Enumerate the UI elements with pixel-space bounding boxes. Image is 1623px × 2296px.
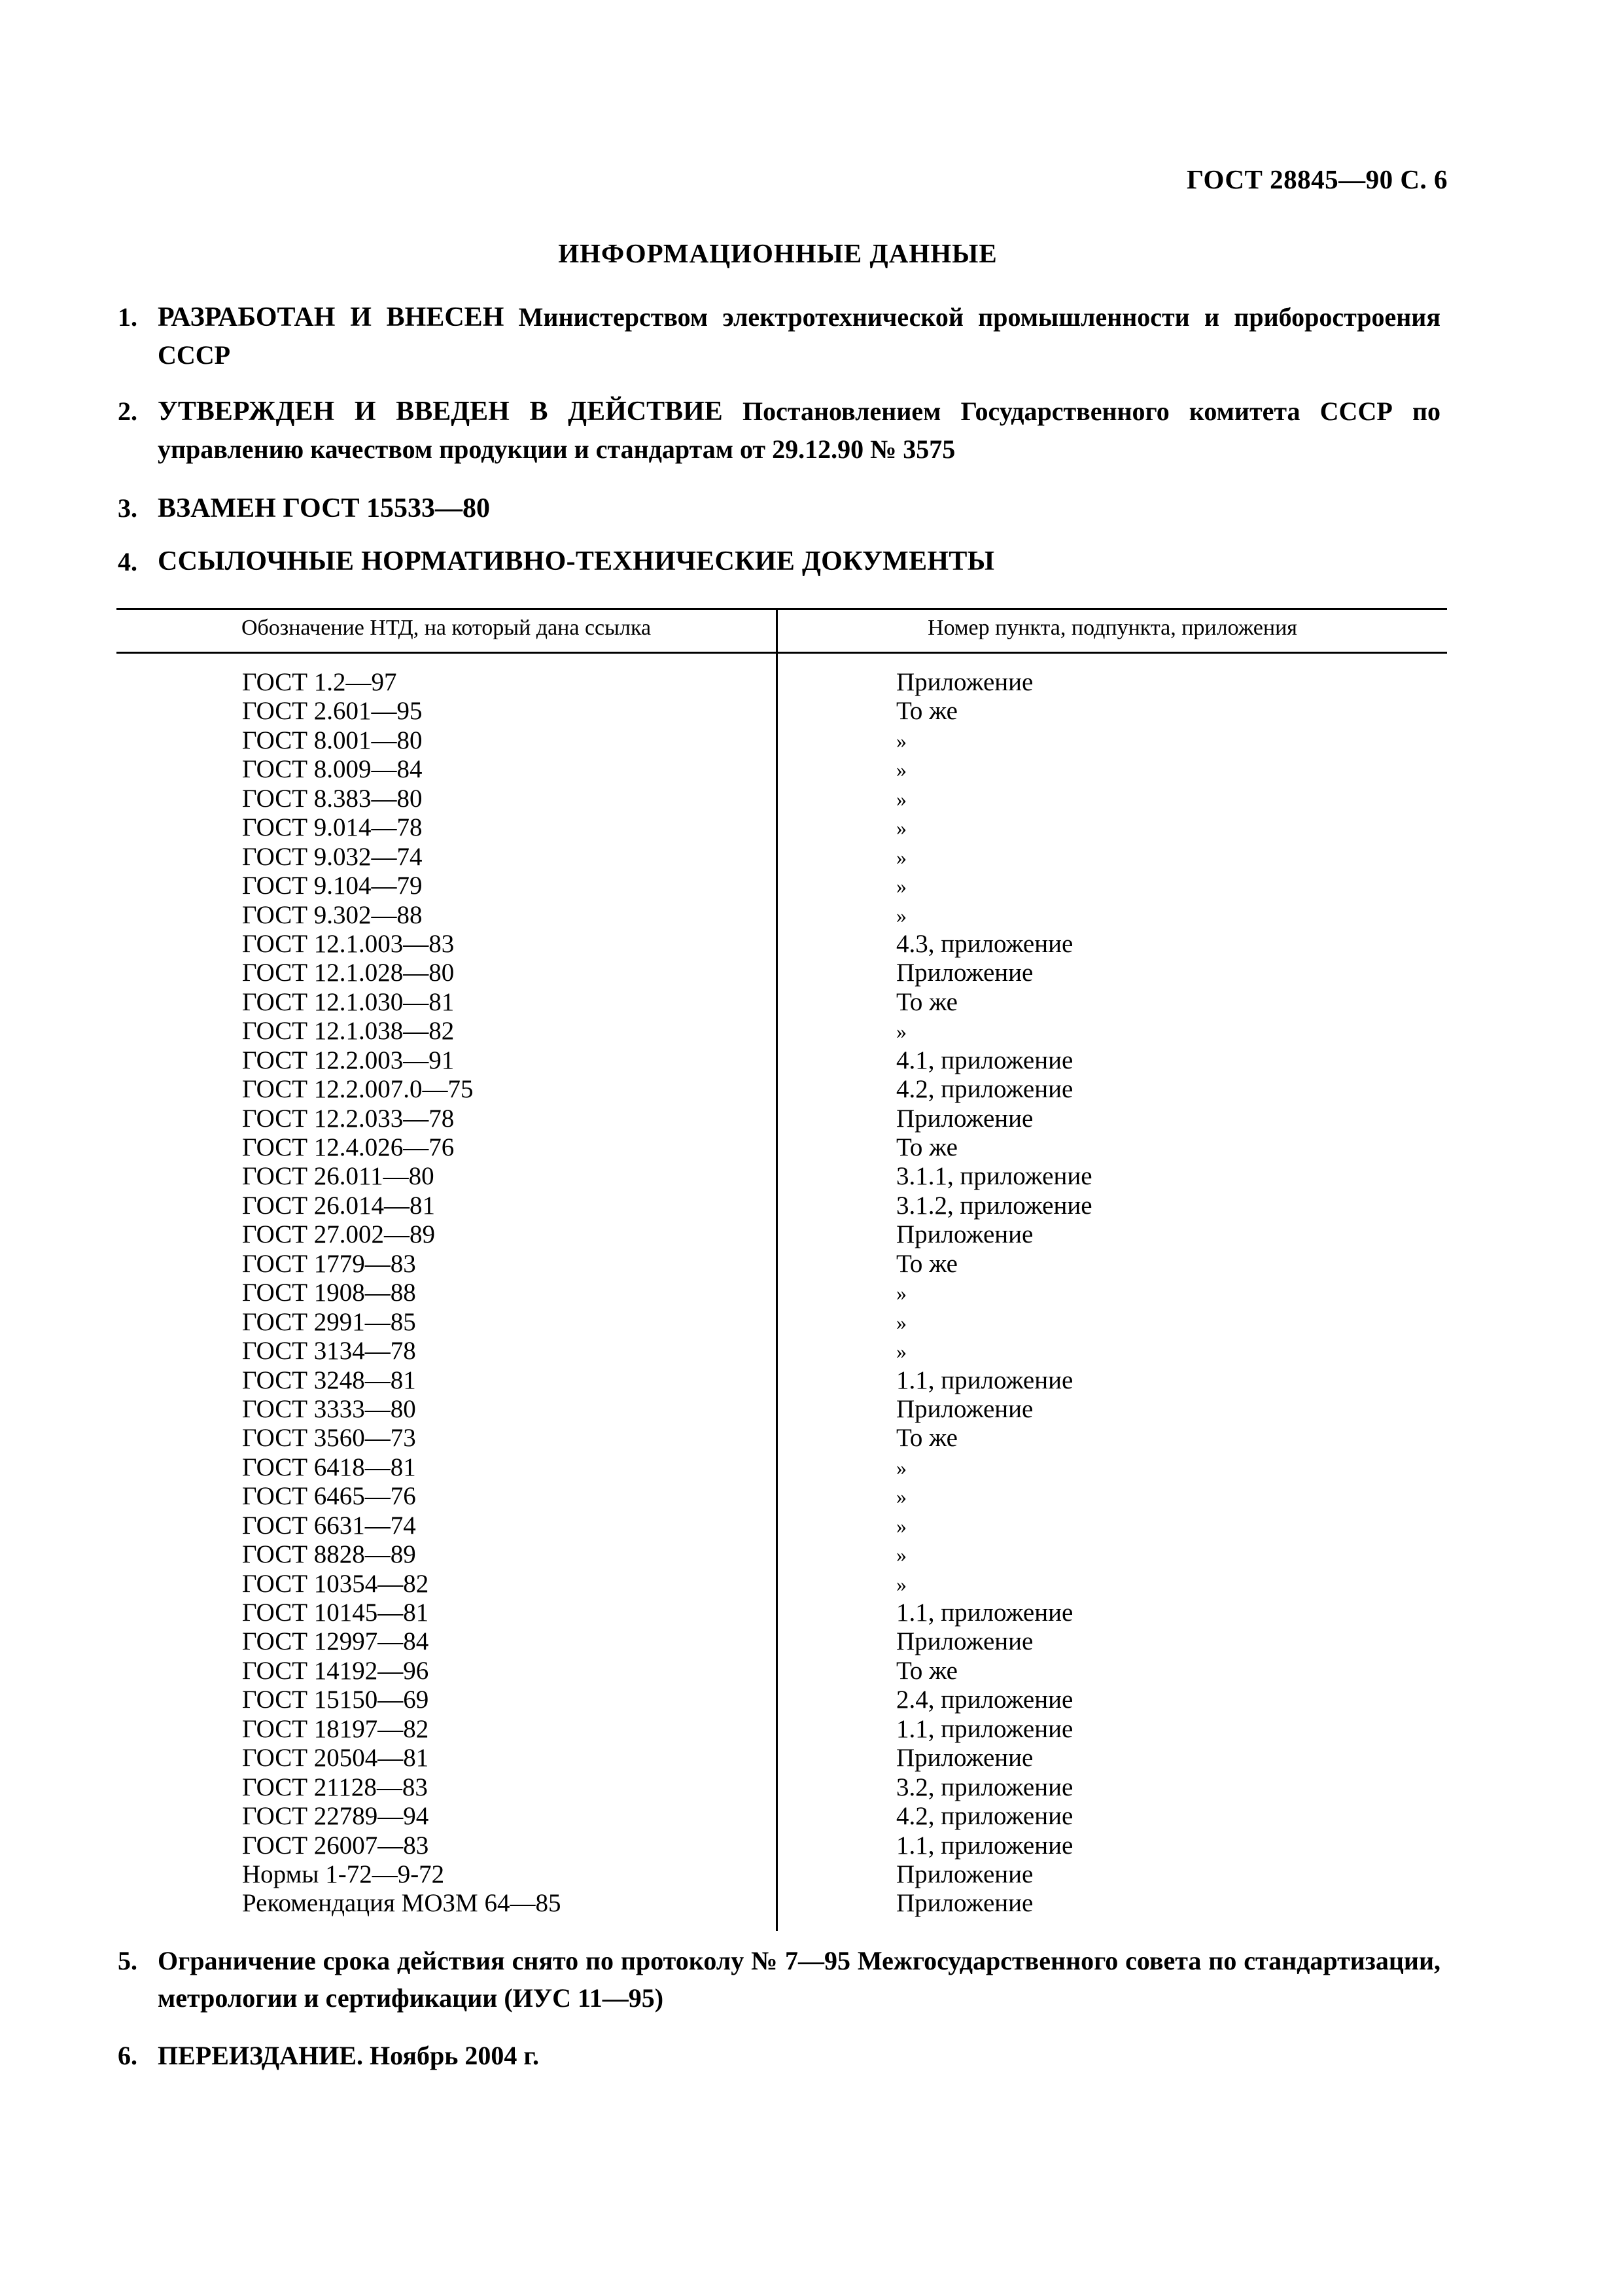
table-header-clause: Номер пункта, подпункта, приложения	[928, 616, 1297, 640]
clause-reference: То же	[896, 1424, 958, 1453]
table-row	[116, 959, 1447, 987]
table-row	[116, 1802, 1447, 1831]
table-row	[116, 1395, 1447, 1424]
item-number: 5.	[118, 1946, 137, 1975]
ntd-designation: ГОСТ 3333—80	[242, 1394, 416, 1423]
ntd-designation: ГОСТ 9.014—78	[242, 813, 423, 842]
ntd-designation: ГОСТ 12.2.033—78	[242, 1104, 455, 1133]
table-row	[116, 1017, 1447, 1046]
clause-reference: 1.1, приложение	[896, 1598, 1073, 1627]
ntd-designation: ГОСТ 12.1.030—81	[242, 987, 455, 1016]
info-item-6	[118, 2037, 1440, 2074]
ntd-designation: ГОСТ 20504—81	[242, 1744, 429, 1773]
item-lead: ССЫЛОЧНЫЕ НОРМАТИВНО-ТЕХНИЧЕСКИЕ ДОКУМЕНТЫ	[158, 546, 995, 576]
ntd-designation: ГОСТ 14192—96	[242, 1656, 429, 1685]
clause-reference: »	[896, 903, 907, 927]
ntd-designation: ГОСТ 22789—94	[242, 1802, 429, 1831]
ntd-designation: ГОСТ 6631—74	[242, 1511, 416, 1540]
table-row	[116, 785, 1447, 813]
ntd-designation: Нормы 1-72—9-72	[242, 1860, 445, 1888]
reference-documents-table	[116, 608, 1447, 1931]
info-item-4	[118, 543, 1440, 580]
ntd-designation: Рекомендация МОЗМ 64—85	[242, 1889, 561, 1918]
clause-reference: То же	[896, 987, 958, 1016]
item-text: ПЕРЕИЗДАНИЕ. Ноябрь 2004 г.	[158, 2041, 540, 2070]
table-row	[116, 1075, 1447, 1104]
table-row	[116, 1366, 1447, 1395]
table-row	[116, 1192, 1447, 1220]
ntd-designation: ГОСТ 12.2.007.0—75	[242, 1075, 474, 1104]
ntd-designation: ГОСТ 12997—84	[242, 1627, 429, 1656]
table-row	[116, 1424, 1447, 1453]
table-row	[116, 1511, 1447, 1540]
ntd-designation: ГОСТ 9.104—79	[242, 872, 423, 900]
ntd-designation: ГОСТ 2.601—95	[242, 697, 423, 726]
clause-reference: То же	[896, 1656, 958, 1685]
table-row	[116, 872, 1447, 900]
clause-reference: 1.1, приложение	[896, 1831, 1073, 1860]
ntd-designation: ГОСТ 6418—81	[242, 1453, 416, 1481]
clause-reference: »	[896, 758, 907, 782]
table-row	[116, 1744, 1447, 1773]
ntd-designation: ГОСТ 12.1.003—83	[242, 929, 455, 958]
clause-reference: 4.2, приложение	[896, 1075, 1073, 1104]
clause-reference: »	[896, 728, 907, 752]
clause-reference: 4.3, приложение	[896, 929, 1073, 958]
info-item-1	[118, 298, 1440, 374]
ntd-designation: ГОСТ 10145—81	[242, 1598, 429, 1627]
table-row	[116, 1686, 1447, 1714]
clause-reference: »	[896, 1019, 907, 1044]
table-row	[116, 1220, 1447, 1249]
item-number: 3.	[118, 493, 137, 523]
item-number: 2.	[118, 397, 137, 426]
item-lead: УТВЕРЖДЕН И ВВЕДЕН В ДЕЙСТВИЕ	[158, 397, 723, 427]
table-row	[116, 697, 1447, 726]
clause-reference: »	[896, 1572, 907, 1596]
table-header-designation: Обозначение НТД, на который дана ссылка	[241, 616, 652, 640]
table-row	[116, 1133, 1447, 1162]
ntd-designation: ГОСТ 15150—69	[242, 1686, 429, 1714]
ntd-designation: ГОСТ 27.002—89	[242, 1220, 436, 1249]
table-row	[116, 1860, 1447, 1889]
clause-reference: 1.1, приложение	[896, 1366, 1073, 1394]
table-row	[116, 1715, 1447, 1744]
table-row	[116, 901, 1447, 930]
clause-reference: 3.1.2, приложение	[896, 1191, 1092, 1220]
clause-reference: Приложение	[896, 1860, 1034, 1888]
ntd-designation: ГОСТ 26007—83	[242, 1831, 429, 1860]
clause-reference: »	[896, 816, 907, 840]
table-row	[116, 1308, 1447, 1337]
item-text: Ограничение срока действия снято по протоколу № 7—95 Межгосударственного совета по стандартизации, метрологии и сертификации (ИУС 11—95)	[158, 1946, 1440, 2013]
clause-reference: Приложение	[896, 668, 1034, 696]
table-row	[116, 755, 1447, 784]
table-row	[116, 930, 1447, 959]
clause-reference: Приложение	[896, 1394, 1034, 1423]
ntd-designation: ГОСТ 26.014—81	[242, 1191, 436, 1220]
ntd-designation: ГОСТ 8.009—84	[242, 755, 423, 784]
table-row	[116, 1657, 1447, 1686]
ntd-designation: ГОСТ 18197—82	[242, 1714, 429, 1743]
clause-reference: Приложение	[896, 1889, 1034, 1918]
ntd-designation: ГОСТ 12.1.038—82	[242, 1017, 455, 1046]
clause-reference: 1.1, приложение	[896, 1714, 1073, 1743]
table-row	[116, 1831, 1447, 1860]
ntd-designation: ГОСТ 3248—81	[242, 1366, 416, 1394]
ntd-designation: ГОСТ 1.2—97	[242, 668, 397, 696]
ntd-designation: ГОСТ 6465—76	[242, 1482, 416, 1511]
clause-reference: »	[896, 1310, 907, 1334]
clause-reference: »	[896, 1485, 907, 1509]
item-number: 4.	[118, 547, 137, 576]
item-text: Постановлением Государственного комитета СССР по управлению качеством продукции и стандартам от 29.12.90 № 3575	[158, 397, 1440, 464]
clause-reference: »	[896, 1281, 907, 1305]
clause-reference: Приложение	[896, 1104, 1034, 1133]
clause-reference: »	[896, 1513, 907, 1538]
table-row	[116, 843, 1447, 872]
clause-reference: »	[896, 874, 907, 898]
ntd-designation: ГОСТ 21128—83	[242, 1773, 428, 1801]
table-row	[116, 1570, 1447, 1598]
clause-reference: 2.4, приложение	[896, 1686, 1073, 1714]
clause-reference: Приложение	[896, 1220, 1034, 1249]
table-body	[116, 668, 1447, 1918]
table-row	[116, 1250, 1447, 1279]
table-row	[116, 1104, 1447, 1133]
clause-reference: »	[896, 1543, 907, 1567]
item-lead: РАЗРАБОТАН И ВНЕСЕН	[158, 302, 504, 332]
table-top-rule	[116, 608, 1447, 610]
page-header: ГОСТ 28845—90 С. 6	[1186, 164, 1448, 194]
ntd-designation: ГОСТ 26.011—80	[242, 1162, 434, 1191]
item-lead: ВЗАМЕН ГОСТ 15533—80	[158, 493, 491, 523]
clause-reference: То же	[896, 697, 958, 726]
ntd-designation: ГОСТ 2991—85	[242, 1307, 416, 1336]
clause-reference: То же	[896, 1249, 958, 1278]
clause-reference: 4.1, приложение	[896, 1046, 1073, 1074]
table-row	[116, 1627, 1447, 1656]
ntd-designation: ГОСТ 1908—88	[242, 1279, 416, 1307]
document-title: ИНФОРМАЦИОННЫЕ ДАННЫЕ	[558, 238, 998, 268]
clause-reference: 4.2, приложение	[896, 1802, 1073, 1831]
item-number: 6.	[118, 2041, 137, 2070]
clause-reference: 3.2, приложение	[896, 1773, 1073, 1801]
ntd-designation: ГОСТ 9.302—88	[242, 900, 423, 929]
table-row	[116, 726, 1447, 755]
info-item-2	[118, 393, 1440, 468]
table-row	[116, 1279, 1447, 1307]
clause-reference: 3.1.1, приложение	[896, 1162, 1092, 1191]
clause-reference: То же	[896, 1133, 958, 1161]
ntd-designation: ГОСТ 3560—73	[242, 1424, 416, 1453]
table-row	[116, 1453, 1447, 1482]
table-header-rule	[116, 652, 1447, 654]
clause-reference: Приложение	[896, 959, 1034, 987]
clause-reference: »	[896, 1339, 907, 1364]
info-item-3	[118, 489, 1440, 527]
table-row	[116, 1046, 1447, 1075]
ntd-designation: ГОСТ 9.032—74	[242, 842, 423, 871]
item-number: 1.	[118, 302, 137, 332]
ntd-designation: ГОСТ 8828—89	[242, 1540, 416, 1569]
ntd-designation: ГОСТ 3134—78	[242, 1337, 416, 1366]
ntd-designation: ГОСТ 1779—83	[242, 1249, 416, 1278]
clause-reference: »	[896, 1455, 907, 1479]
ntd-designation: ГОСТ 8.383—80	[242, 784, 423, 813]
item-text: Министерством электротехнической промышленности и приборостроения СССР	[158, 302, 1440, 370]
clause-reference: Приложение	[896, 1627, 1034, 1656]
ntd-designation: ГОСТ 12.1.028—80	[242, 959, 455, 987]
clause-reference: »	[896, 845, 907, 869]
table-row	[116, 1337, 1447, 1366]
table-row	[116, 813, 1447, 842]
clause-reference: »	[896, 786, 907, 811]
ntd-designation: ГОСТ 10354—82	[242, 1569, 429, 1598]
table-row	[116, 668, 1447, 697]
info-item-5	[118, 1942, 1440, 2017]
table-row	[116, 1889, 1447, 1918]
table-row	[116, 1540, 1447, 1569]
table-row	[116, 1162, 1447, 1191]
table-row	[116, 988, 1447, 1017]
ntd-designation: ГОСТ 12.4.026—76	[242, 1133, 455, 1161]
ntd-designation: ГОСТ 12.2.003—91	[242, 1046, 455, 1074]
clause-reference: Приложение	[896, 1744, 1034, 1773]
table-row	[116, 1482, 1447, 1511]
table-row	[116, 1598, 1447, 1627]
table-row	[116, 1773, 1447, 1802]
ntd-designation: ГОСТ 8.001—80	[242, 726, 423, 754]
